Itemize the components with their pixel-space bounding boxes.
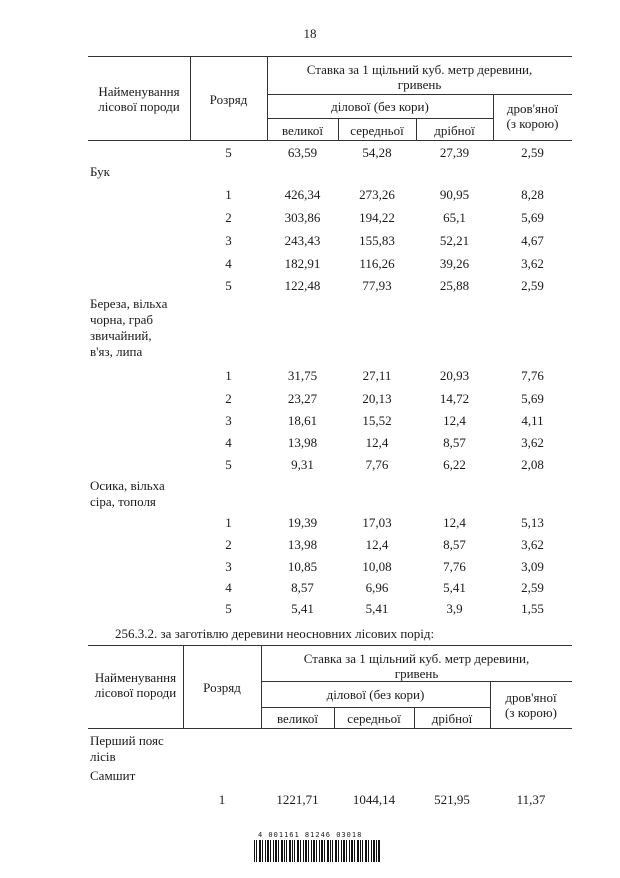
header-business: ділової (без кори) [326, 687, 425, 702]
table-row: 2 13,98 12,4 8,57 3,62 [225, 537, 544, 552]
species-name: Бук [90, 164, 110, 179]
page-number: 18 [303, 26, 317, 41]
header-species-line2: лісової породи [98, 99, 180, 114]
header-rate-line1: Ставка за 1 щільний куб. метр деревини, [303, 651, 530, 666]
table-row: 1 19,39 17,03 12,4 5,13 [225, 515, 544, 530]
table-row: 4 182,91 116,26 39,26 3,62 [225, 256, 544, 271]
table-row: 4 13,98 12,4 8,57 3,62 [225, 435, 544, 450]
barcode-number: 4 001161 81246 03018 [258, 831, 363, 839]
header-grade: Розряд [209, 92, 248, 107]
table-row: 1 426,34 273,26 90,95 8,28 [225, 187, 544, 202]
header-species-line2: лісової породи [94, 685, 177, 700]
header-rate-line1: Ставка за 1 щільний куб. метр деревини, [306, 62, 533, 77]
table-row: 5 122,48 77,93 25,88 2,59 [225, 278, 544, 293]
header-small: дрібної [431, 711, 473, 726]
table-row: 2 303,86 194,22 65,1 5,69 [225, 210, 544, 225]
table-row: 5 9,31 7,76 6,22 2,08 [225, 457, 544, 472]
header-fuel-line1: дров'яної [506, 101, 559, 116]
header-small: дрібної [434, 123, 475, 138]
section-subtitle: 256.3.2. за заготівлю деревини неосновних лісових порід: [115, 626, 435, 641]
species-name: Перший пояс лісів [90, 733, 164, 764]
header-medium: середньої [350, 123, 404, 138]
header-species-line1: Найменування [94, 670, 177, 685]
species-name: Осика, вільха сіра, тополя [90, 478, 165, 509]
table-row: 5 63,59 54,28 27,39 2,59 [225, 145, 544, 160]
header-large: великої [276, 711, 319, 726]
header-medium: середньої [347, 711, 401, 726]
table-row: 2 23,27 20,13 14,72 5,69 [225, 391, 544, 406]
header-species-line1: Найменування [98, 84, 180, 99]
table-row: 4 8,57 6,96 5,41 2,59 [225, 580, 544, 595]
header-large: великої [281, 123, 324, 138]
header-business: ділової (без кори) [331, 99, 429, 114]
table-row: 1 31,75 27,11 20,93 7,76 [225, 368, 544, 383]
table-row: 3 18,61 15,52 12,4 4,11 [225, 413, 544, 428]
header-fuel-line1: дров'яної [505, 690, 557, 705]
table-row: 5 5,41 5,41 3,9 1,55 [225, 601, 544, 616]
species-name: Самшит [90, 768, 136, 783]
header-grade: Розряд [203, 680, 241, 695]
species-name: Береза, вільха чорна, граб звичайний, в'яз, липа [90, 296, 168, 359]
header-fuel-line2: (з корою) [506, 116, 559, 131]
table-row: 3 243,43 155,83 52,21 4,67 [225, 233, 544, 248]
table-row: 3 10,85 10,08 7,76 3,09 [225, 559, 544, 574]
table-row: 1 1221,71 1044,14 521,95 11,37 [218, 792, 546, 807]
header-rate-line2: гривень [397, 77, 442, 92]
barcode-image [254, 840, 380, 862]
header-rate-line2: гривень [394, 666, 439, 681]
header-fuel-line2: (з корою) [505, 705, 557, 720]
